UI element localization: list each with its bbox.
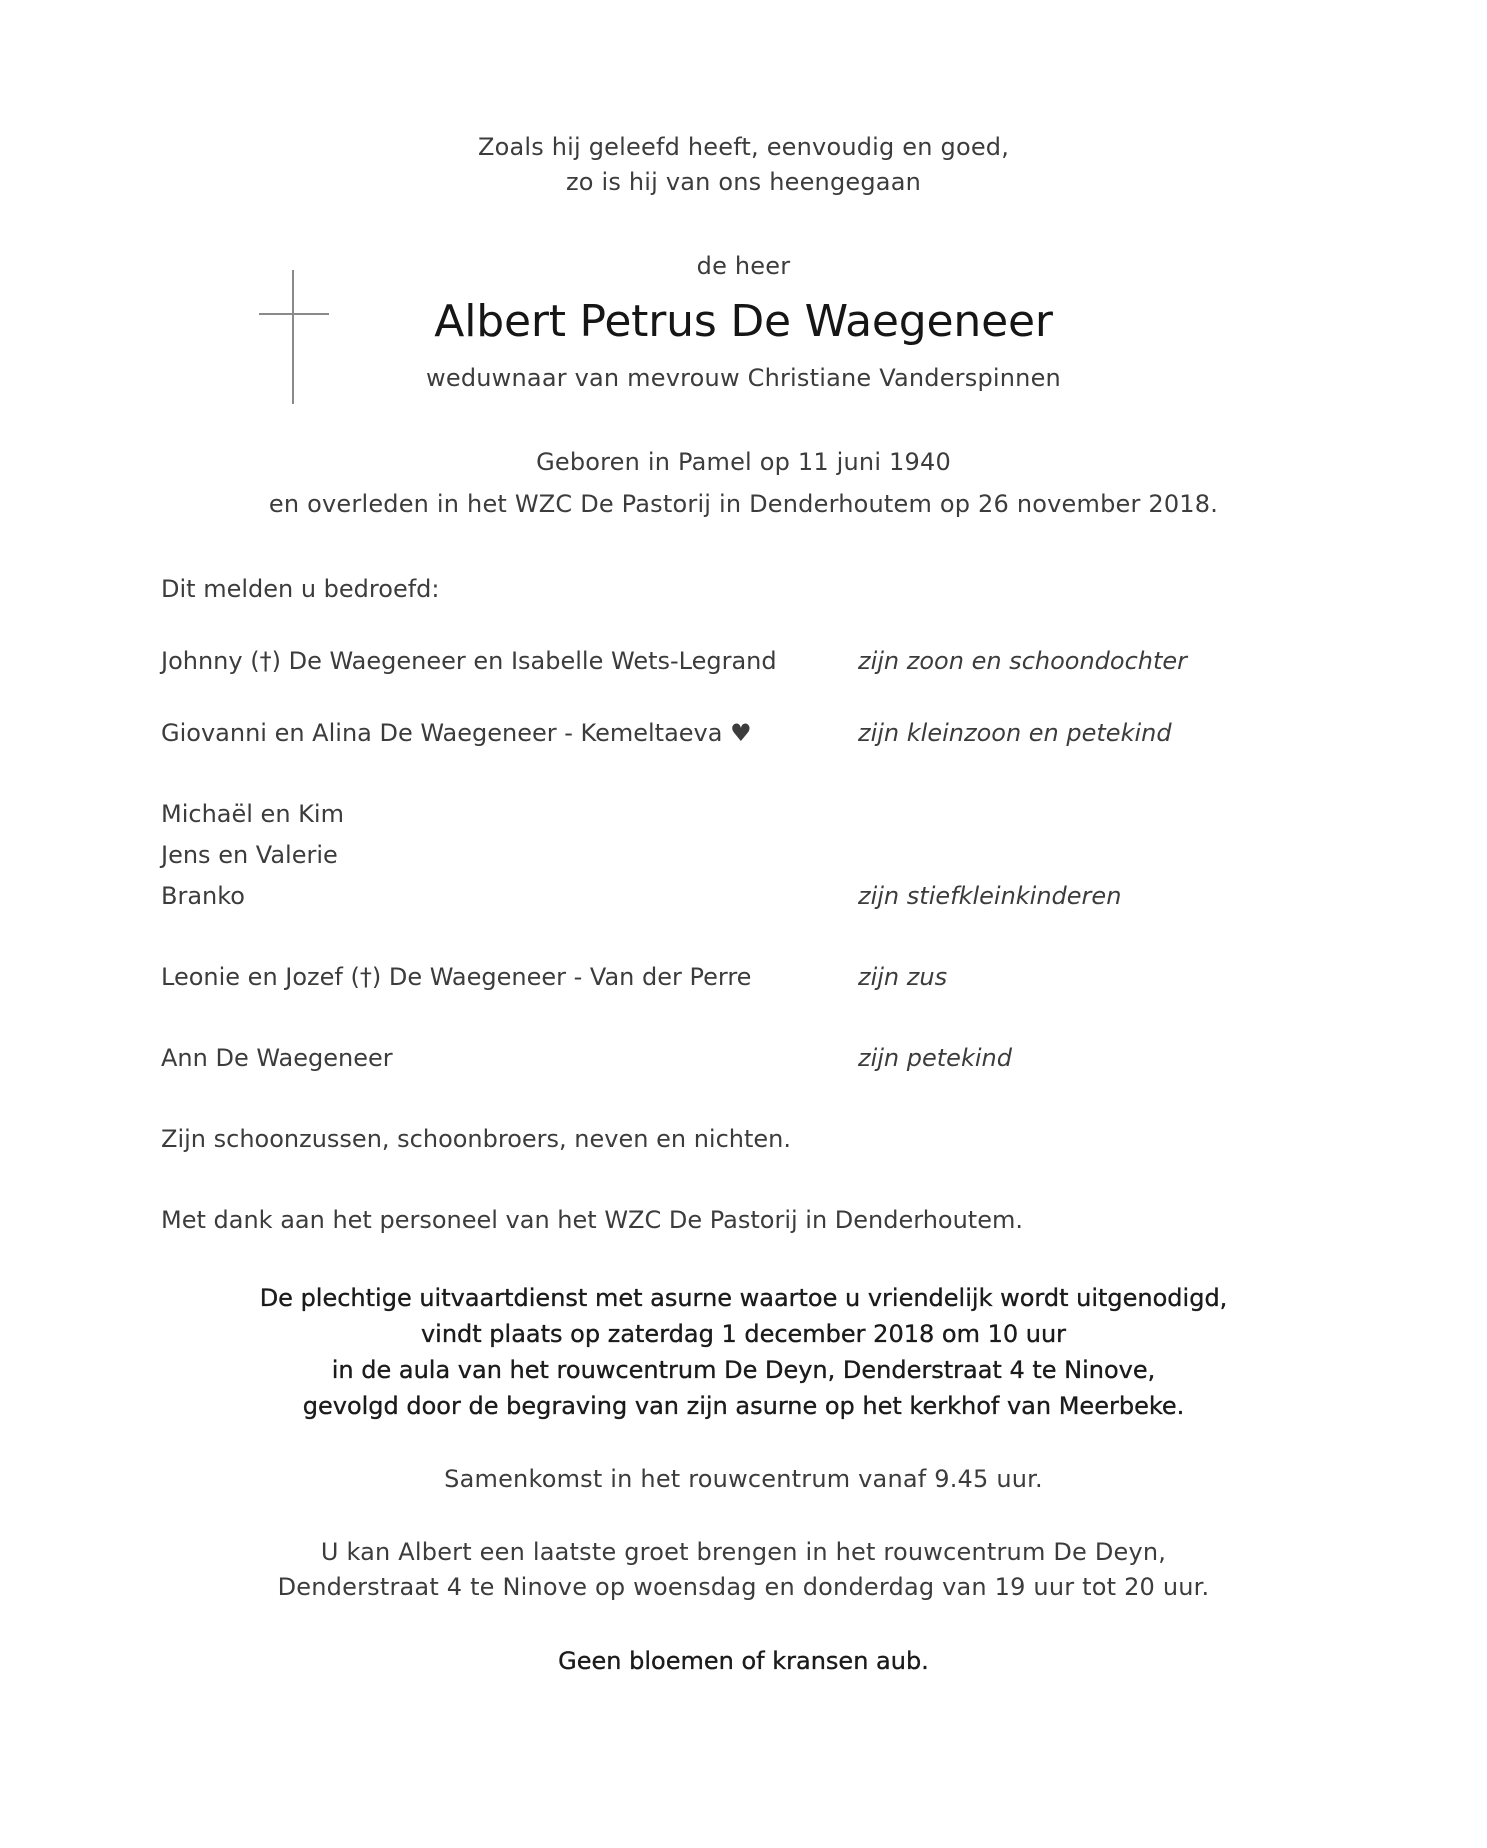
family-relation: zijn kleinzoon en petekind	[858, 719, 1172, 747]
service-line-4: gevolgd door de begraving van zijn asurne op het kerkhof van Meerbeke.	[302, 1392, 1185, 1420]
family-names: Ann De Waegeneer	[161, 1044, 393, 1072]
born-line: Geboren in Pamel op 11 juni 1940	[536, 448, 951, 476]
list-item	[161, 876, 1331, 916]
no-flowers-line: Geen bloemen of kransen aub.	[558, 1647, 929, 1675]
family-names: Giovanni en Alina De Waegeneer - Kemeltaeva ♥	[161, 719, 752, 747]
announcement-intro: Dit melden u bedroefd:	[161, 575, 440, 603]
list-item	[161, 1038, 1331, 1078]
spouse-line: weduwnaar van mevrouw Christiane Vanderspinnen	[426, 364, 1061, 392]
family-names: Jens en Valerie	[161, 841, 338, 869]
visitation-line-2: Denderstraat 4 te Ninove op woensdag en donderdag van 19 uur tot 20 uur.	[277, 1573, 1210, 1601]
thanks-line: Met dank aan het personeel van het WZC De Pastorij in Denderhoutem.	[161, 1206, 1023, 1234]
list-item	[161, 835, 1331, 875]
family-relation: zijn stiefkleinkinderen	[858, 882, 1122, 910]
service-line-3: in de aula van het rouwcentrum De Deyn, Denderstraat 4 te Ninove,	[331, 1356, 1156, 1384]
family-relation: zijn zus	[858, 963, 948, 991]
visitation-line-1: U kan Albert een laatste groet brengen in het rouwcentrum De Deyn,	[320, 1538, 1167, 1566]
motto-line-2: zo is hij van ons heengegaan	[565, 168, 922, 196]
deceased-name: Albert Petrus De Waegeneer	[434, 296, 1053, 347]
family-names: Branko	[161, 882, 245, 910]
list-item	[161, 641, 1331, 681]
list-item	[161, 794, 1331, 834]
family-relation: zijn petekind	[858, 1044, 1012, 1072]
gathering-line: Samenkomst in het rouwcentrum vanaf 9.45 uur.	[444, 1465, 1043, 1493]
motto-line-1: Zoals hij geleefd heeft, eenvoudig en goed,	[477, 133, 1010, 161]
family-names: Leonie en Jozef (†) De Waegeneer - Van der Perre	[161, 963, 752, 991]
extended-family: Zijn schoonzussen, schoonbroers, neven en nichten.	[161, 1125, 791, 1153]
list-item	[161, 713, 1331, 753]
list-item	[161, 957, 1331, 997]
died-line: en overleden in het WZC De Pastorij in Denderhoutem op 26 november 2018.	[268, 490, 1219, 518]
family-relation: zijn zoon en schoondochter	[858, 647, 1188, 675]
family-names: Johnny (†) De Waegeneer en Isabelle Wets-Legrand	[161, 647, 777, 675]
service-line-1: De plechtige uitvaartdienst met asurne waartoe u vriendelijk wordt uitgenodigd,	[259, 1284, 1228, 1312]
family-names: Michaël en Kim	[161, 800, 344, 828]
service-line-2: vindt plaats op zaterdag 1 december 2018 om 10 uur	[420, 1320, 1067, 1348]
honorific: de heer	[696, 252, 791, 280]
